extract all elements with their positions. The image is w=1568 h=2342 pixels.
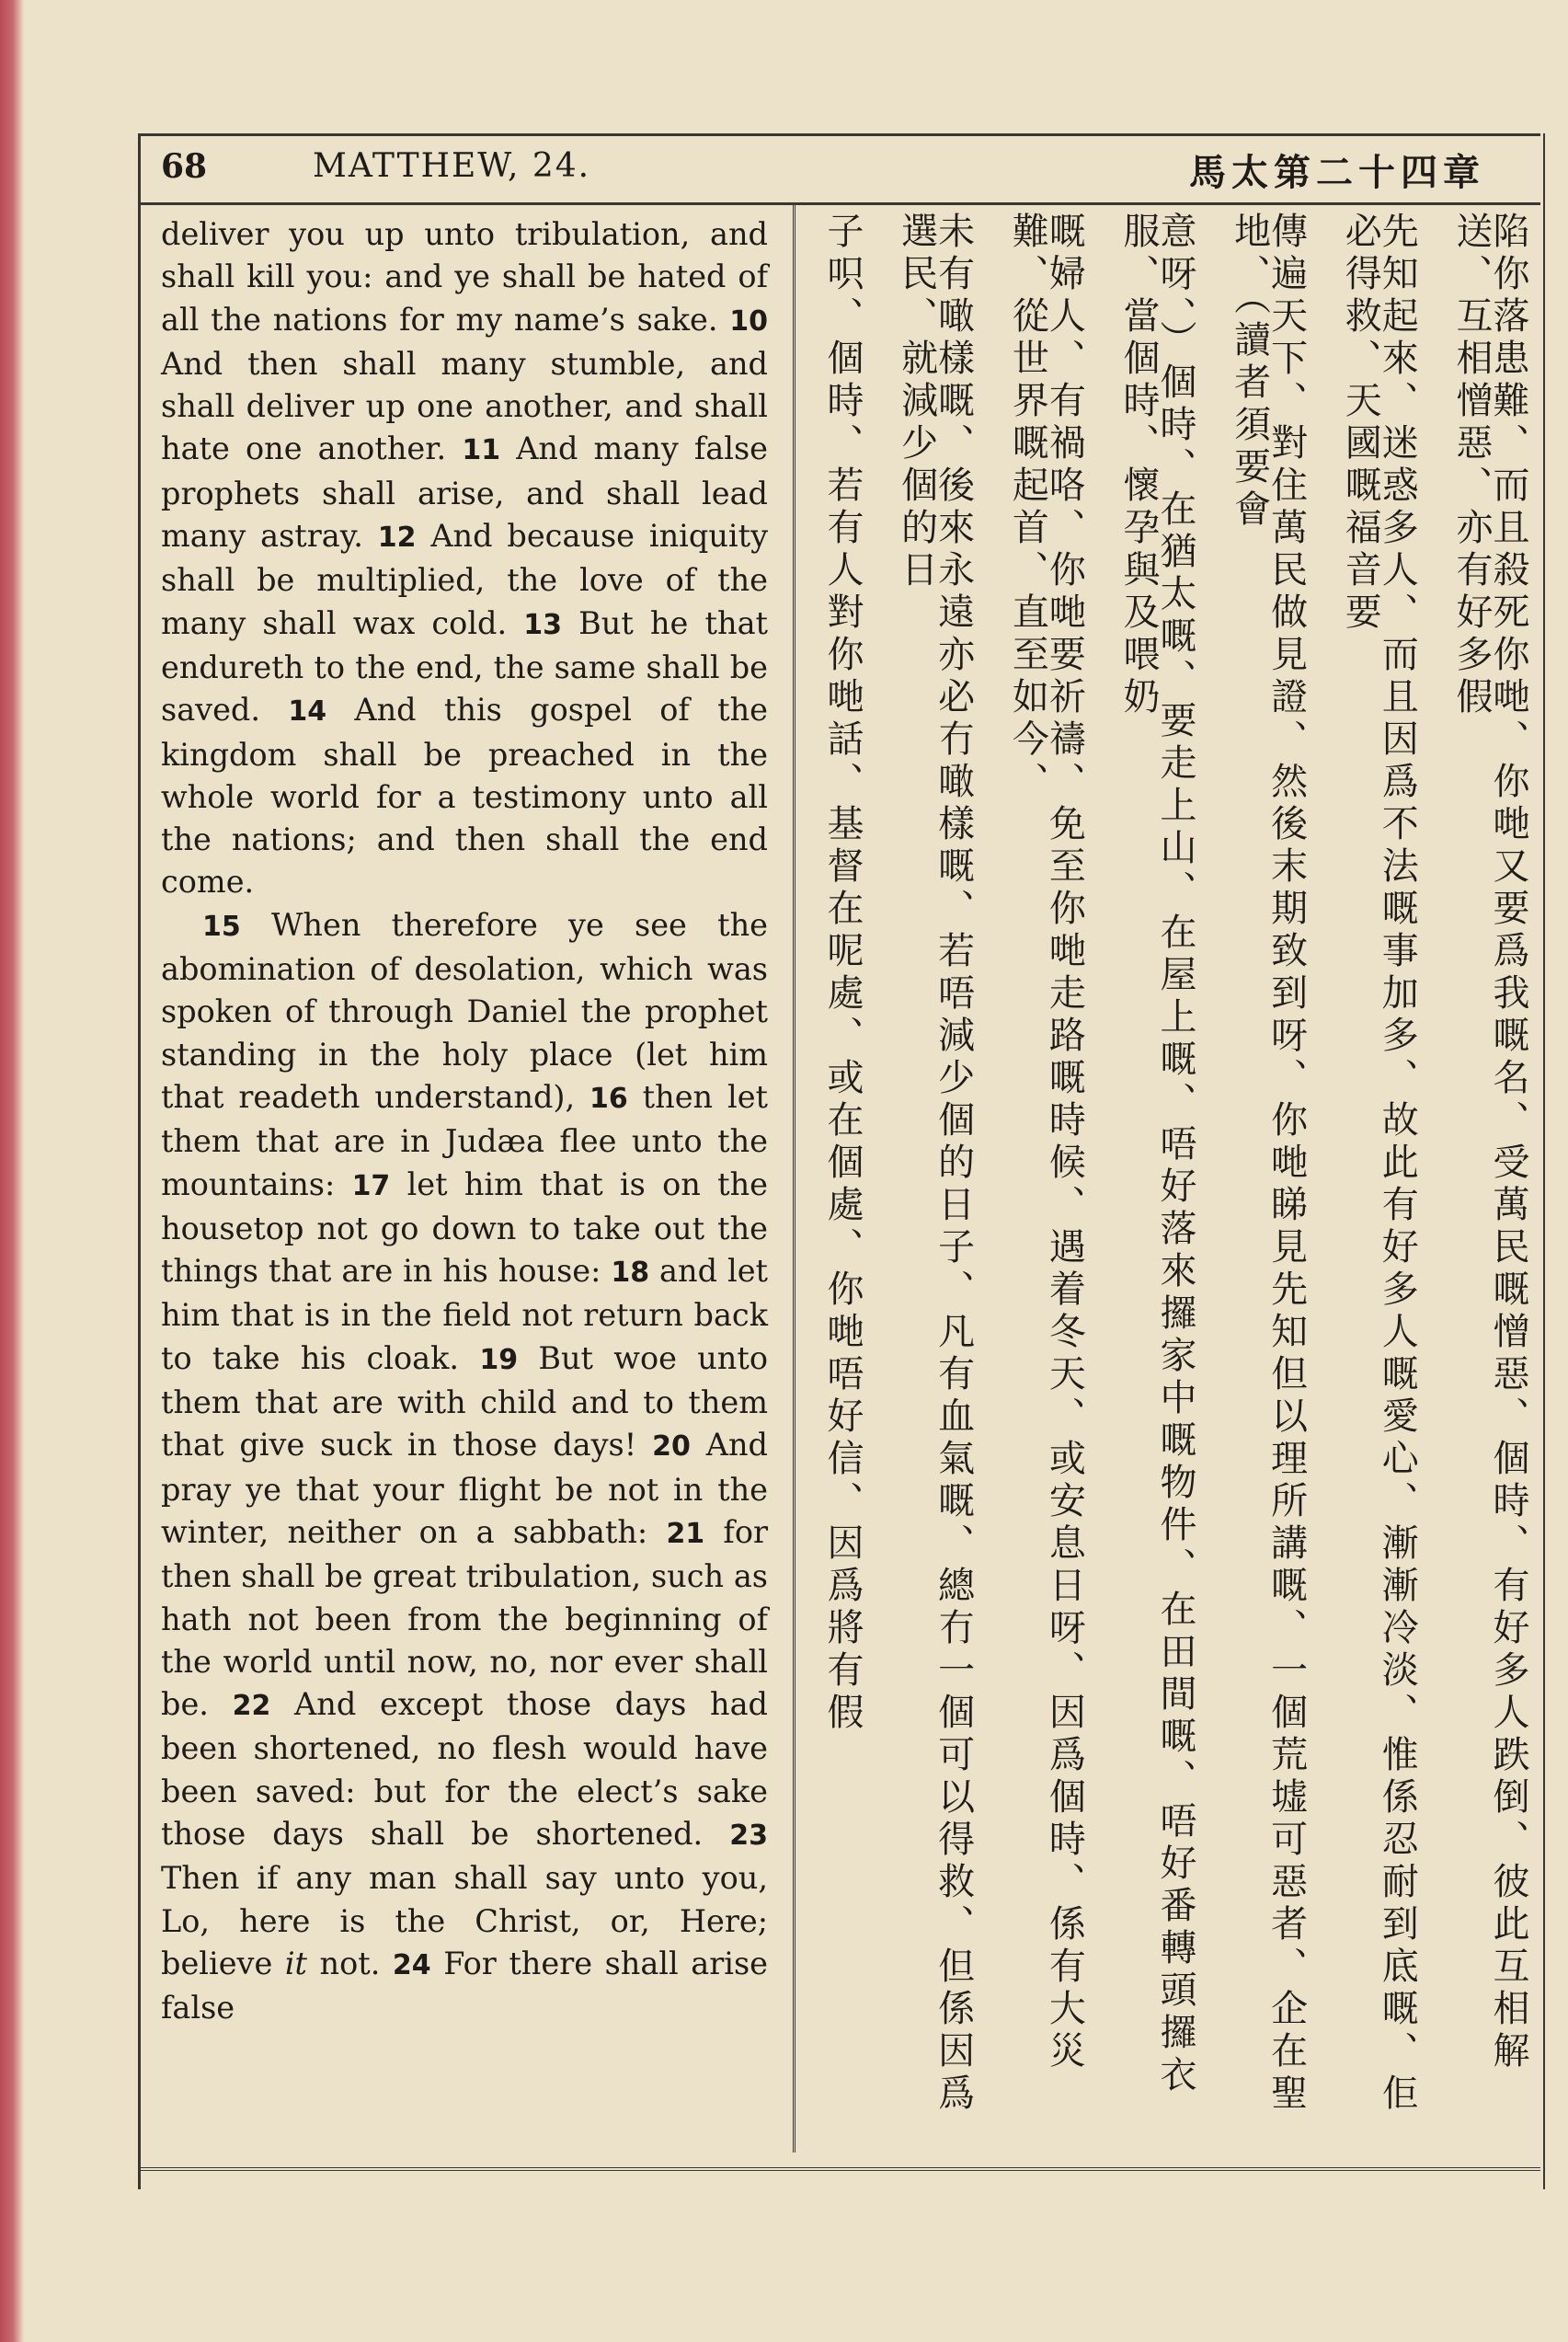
verse-number: 23 xyxy=(729,1819,768,1852)
text-run: And pray ye that your flight be not in the winter, neither on a sabbath: xyxy=(161,1427,768,1550)
text-run: And many false prophets shall arise, and shall lead many astray. xyxy=(161,431,768,555)
text-run: And because iniquity shall be multiplied, the love of the many shall wax cold. xyxy=(161,518,768,641)
chinese-vertical-line: 嘅婦人、有禍咯、你哋要祈禱、免至你哋走路嘅時候、遇着冬天、或安息日呀、因爲個時、係有大災難、從世界嘅起首、直至如今、 xyxy=(1006,212,1086,2073)
chinese-vertical-line: 未有噉樣嘅、後來永遠亦必冇噉樣嘅、若唔減少個的日子、凡有血氣嘅、總冇一個可以得救、但係因爲選民、就減少個的日 xyxy=(895,212,975,2116)
verse-number: 11 xyxy=(462,434,501,467)
chinese-vertical-line: 意呀、）個時、在猶太嘅、要走上山、在屋上嘅、唔好落來攞家中嘅物件、在田間嘅、唔好番轉頭攞衣服、當個時、懷孕與及喂奶 xyxy=(1116,212,1196,2097)
text-run: let him that is on the housetop not go down to take out the things that are in his house: xyxy=(161,1165,768,1290)
text-run: And except those days had been shortened, no flesh would have been saved: but for the elect’s sake those days shall be shortened. xyxy=(161,1686,768,1852)
verse-number: 22 xyxy=(232,1690,271,1723)
english-text-column xyxy=(161,213,768,2029)
chinese-vertical-line: 子呮、個時、若有人對你哋話、基督在呢處、或在個處、你哋唔好信、因爲將有假 xyxy=(821,212,864,1735)
text-run: Then if any man shall say unto you, Lo, here is the Christ, or, Here; believe xyxy=(161,1860,768,1981)
text-run: When therefore ye see the abomination of desolation, which was spoken of through Daniel the prophet standing in the holy place (let him that readeth understand), xyxy=(161,906,768,1115)
verse-number: 16 xyxy=(589,1082,628,1115)
running-head-chinese: 馬太第二十四章 xyxy=(1189,151,1485,194)
chinese-vertical-line: 傳遍天下、對住萬民做見證、然後末期致到呀、你哋睇見先知但以理所講嘅、一個荒墟可惡者、企在聖地、（讀者須要會 xyxy=(1228,212,1308,2116)
verse-number: 21 xyxy=(666,1517,705,1550)
chinese-vertical-line: 陷你落患難、而且殺死你哋、你哋又要爲我嘅名、受萬民嘅憎惡、個時、有好多人跌倒、彼此互相解送、互相憎惡、亦有好多假 xyxy=(1449,212,1529,2073)
page-header xyxy=(138,133,1540,205)
column-divider xyxy=(793,202,795,2153)
text-run: But woe unto them that are with child and to them that give suck in those days! xyxy=(161,1339,768,1464)
text-run: But he that endureth to the end, the same shall be saved. xyxy=(161,604,768,729)
text-run: deliver you up unto tribulation, and shall kill you: and ye shall be hated of all the nations for my name’s sake. xyxy=(161,216,768,338)
text-run: and let him that is in the field not return back to take his cloak. xyxy=(161,1253,768,1376)
verse-number: 24 xyxy=(392,1948,431,1981)
text-run: And this gospel of the kingdom shall be preached in the whole world for a testimony unto all the nations; and then shall the end come. xyxy=(161,692,768,901)
bottom-rule xyxy=(138,2167,1540,2171)
running-head-english: MATTHEW, 24. xyxy=(313,147,591,185)
text-run: For there shall arise false xyxy=(161,1945,768,2026)
text-run: And then shall many stumble, and shall deliver up one another, and shall hate one another. xyxy=(161,345,768,467)
page-number: 68 xyxy=(161,147,208,186)
italic-word: it xyxy=(284,1945,307,1981)
verse-number: 18 xyxy=(611,1257,650,1290)
chinese-vertical-line: 先知起來、迷惑多人、而且因爲不法嘅事加多、故此有好多人嘅愛心、漸漸冷淡、惟係忍耐到底嘅、佢必得救、天國嘅福音要 xyxy=(1339,212,1419,2116)
verse-number: 13 xyxy=(523,608,563,641)
verse-number: 10 xyxy=(729,304,768,338)
verse-number: 17 xyxy=(351,1169,391,1202)
chinese-text-column xyxy=(809,212,1527,2153)
verse-number: 19 xyxy=(479,1343,519,1376)
text-run: for then shall be great tribulation, such as hath not been from the beginning of the world until now, no, nor ever shall be. xyxy=(161,1513,768,1723)
text-run: not. xyxy=(307,1945,393,1981)
verse-number: 12 xyxy=(377,522,417,555)
book-spine-edge xyxy=(0,0,24,2342)
english-paragraph xyxy=(161,904,768,2030)
text-run: then let them that are in Judæa flee unto the mountains: xyxy=(161,1078,768,1202)
verse-number: 15 xyxy=(202,910,241,943)
english-paragraph xyxy=(161,213,768,904)
verse-number: 14 xyxy=(288,695,327,729)
verse-number: 20 xyxy=(652,1430,691,1464)
